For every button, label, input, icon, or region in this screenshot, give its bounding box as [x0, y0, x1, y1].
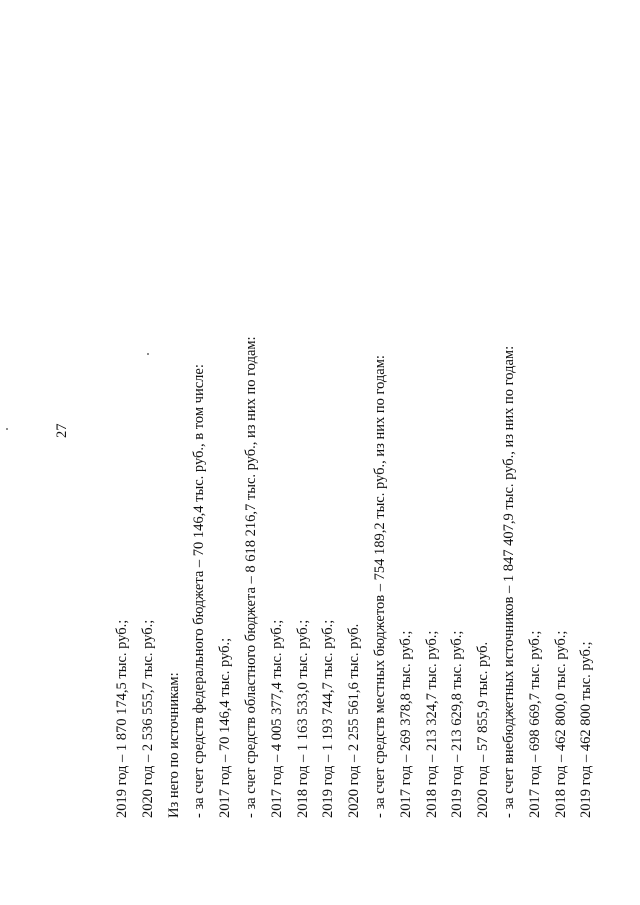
page-number: 27 [54, 423, 70, 438]
text-line: - за счет внебюджетных источников – 1 847 407,9 тыс. руб., из них по годам: [500, 345, 517, 818]
text-line: 2020 год – 2 536 555,7 тыс. руб.; [139, 619, 156, 818]
text-line: - за счет средств федерального бюджета – 70 146,4 тыс. руб., в том числе: [191, 364, 208, 818]
text-line: 2020 год – 2 255 561,6 тыс. руб. [346, 623, 363, 818]
text-line: 2019 год – 213 629,8 тыс. руб.; [449, 630, 466, 818]
text-line: 2017 год – 4 005 377,4 тыс. руб.; [268, 619, 285, 818]
text-line: - за счет средств местных бюджетов – 754 189,2 тыс. руб., из них по годам: [371, 355, 388, 818]
text-line: 2019 год – 1 193 744,7 тыс. руб.; [320, 619, 337, 818]
text-line: 2020 год – 57 855,9 тыс. руб. [475, 641, 492, 818]
document-body [110, 258, 600, 818]
text-line: Из него по источникам: [165, 672, 182, 818]
text-line: 2017 год – 269 378,8 тыс. руб.; [397, 630, 414, 818]
text-line: 2019 год – 1 870 174,5 тыс. руб.; [114, 619, 130, 818]
text-line: 2018 год – 213 324,7 тыс. руб.; [423, 630, 440, 818]
text-line: 2017 год – 70 146,4 тыс. руб.; [217, 637, 234, 818]
text-line: - за счет средств областного бюджета – 8 618 216,7 тыс. руб., из них по годам: [242, 336, 259, 818]
text-line: 2018 год – 462 800,0 тыс. руб.; [552, 630, 569, 818]
text-line: 2018 год – 1 163 533,0 тыс. руб.; [294, 619, 311, 818]
text-line: 2017 год – 698 669,7 тыс. руб.; [526, 630, 543, 818]
scan-speck [6, 428, 8, 430]
text-line: 2019 год – 462 800 тыс. руб.; [578, 641, 595, 818]
